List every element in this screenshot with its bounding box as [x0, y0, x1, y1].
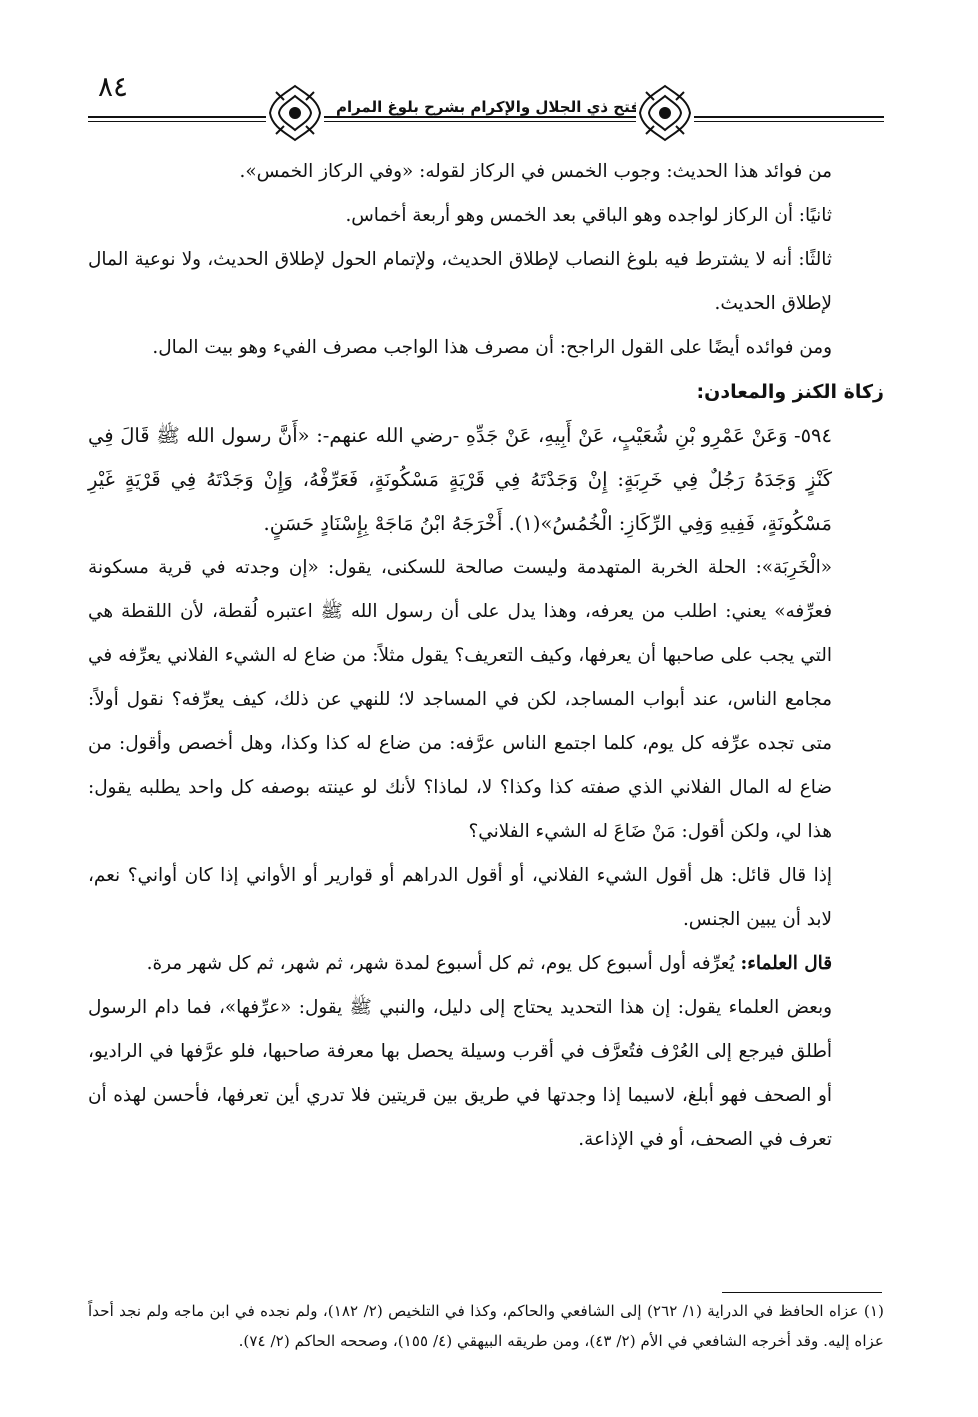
book-title: فتح ذي الجلال والإكرام بشرح بلوغ المرام — [318, 98, 658, 116]
header-rule — [88, 116, 884, 122]
paragraph-explanation: «الْخَرِبَة»: الحلة الخربة المتهدمة وليست صالحة للسكنى، يقول: «إن وجدته في قرية مسكونة فعرِّفه» يعني: اطلب من يعرفه، وهذا يدل على أن رسول الله ﷺ اعتبره لُقطة، لأن اللقطة هي التي يجب على صاحبها أن يعرفها، وكيف التعريف؟ يقول مثلاً: من ضاع له الشيء الفلاني يعرِّفه في مجامع الناس، عند أبواب المساجد، لكن في المساجد لا؛ للنهي عن ذلك، كيف يعرِّفه؟ نقول أولاً: متى تجده عرِّفه كل يوم، كلما اجتمع الناس عرَّفه: من ضاع له كذا وكذا، وهل أخصص وأقول: من ضاع له المال الفلاني الذي صفته كذا وكذا؟ لا، لماذا؟ لأنك لو عينته بوصفه كل واحد يطلبه يقول: هذا لي، ولكن أقول: مَنْ ضَاعَ له الشيء الفلاني؟ — [88, 557, 832, 842]
page-header — [88, 70, 884, 148]
paragraph-third: ثالثًا: أنه لا يشترط فيه بلوغ النصاب لإطلاق الحديث، ولإتمام الحول لإطلاق الحديث، ولا نوعية المال لإطلاق الحديث. — [88, 249, 832, 314]
footnotes — [88, 1296, 884, 1356]
paragraph-benefits: من فوائد هذا الحديث: وجوب الخمس في الركاز لقوله: «وفي الركاز الخمس». — [239, 161, 832, 182]
page-number: ٨٤ — [88, 70, 134, 103]
section-heading: زكاة الكنز والمعادن: — [696, 381, 884, 403]
some-scholars-text: إن هذا التحديد يحتاج إلى دليل، والنبي ﷺ يقول: «عرِّفها»، فما دام الرسول أطلق فيرجع إلى العُرْف فتُعرَّف في أقرب وسيلة يحصل بها معرفة صاحبها، فلو عرَّفها في الراديو، أو الصحف فهو أبلغ، لاسيما إذا وجدتها في طريق بين قريتين فلا تدري أين تعرفها، فأحسن لهذه أن تعرف في الصحف، أو في الإذاعة. — [88, 997, 832, 1150]
scholars-label: قال العلماء: — [740, 953, 832, 974]
paragraph-question: إذا قال قائل: هل أقول الشيء الفلاني، أو أقول الدراهم أو قوارير أو الأواني إذا كان أواني؟ نعم، لابد أن يبين الجنس. — [88, 865, 832, 930]
some-scholars-label: وبعض العلماء يقول: — [677, 997, 832, 1018]
paragraph-second: ثانيًا: أن الركاز لواجده وهو الباقي بعد الخمس وهو أربعة أخماس. — [345, 205, 832, 226]
footnote-divider — [722, 1292, 882, 1293]
hadith-text: ٥٩٤- وَعَنْ عَمْرِو بْنِ شُعَيْبٍ، عَنْ أَبِيهِ، عَنْ جَدِّهِ -رضي الله عنهم-: «أَنَّ رسول الله ﷺ قَالَ فِي كَنْزٍ وَجَدَهُ رَجُلٌ فِي خَرِبَةٍ: إِنْ وَجَدْتَهُ فِي قَرْيَةٍ مَسْكُونَةٍ، فَعَرِّفْهُ، وَإِنْ وَجَدْتَهُ فِي قَرْيَةٍ غَيْرِ مَسْكُونَةٍ، فَفِيهِ وَفِي الرِّكَازِ: الْخُمُسُ»(١). أَخْرَجَهُ ابْنُ مَاجَهْ بِإِسْنَادٍ حَسَنٍ. — [88, 424, 832, 535]
ornament-left-icon — [266, 82, 324, 144]
paragraph-scholars — [88, 942, 884, 986]
paragraph-more-benefits: ومن فوائده أيضًا على القول الراجح: أن مصرف هذا الواجب مصرف الفيء وهو بيت المال. — [152, 337, 832, 358]
footnote-1: (١) عزاه الحافظ في الدراية (١/ ٢٦٢) إلى الشافعي والحاكم، وكذا في التلخيص (٢/ ١٨٢)، ولم نجده في ابن ماجه ولم نجد أحداً عزاه إليه. وقد أخرجه الشافعي في الأم (٢/ ٤٣)، ومن طريقه البيهقي (٤/ ١٥٥)، وصححه الحاكم (٢/ ٧٤). — [88, 1302, 884, 1350]
scholars-text: يُعرِّفه أول أسبوع كل يوم، ثم كل أسبوع لمدة شهر، ثم شهر، ثم كل شهر مرة. — [146, 953, 735, 974]
page-body — [88, 150, 884, 1162]
paragraph-some-scholars — [88, 986, 884, 1162]
ornament-right-icon — [636, 82, 694, 144]
